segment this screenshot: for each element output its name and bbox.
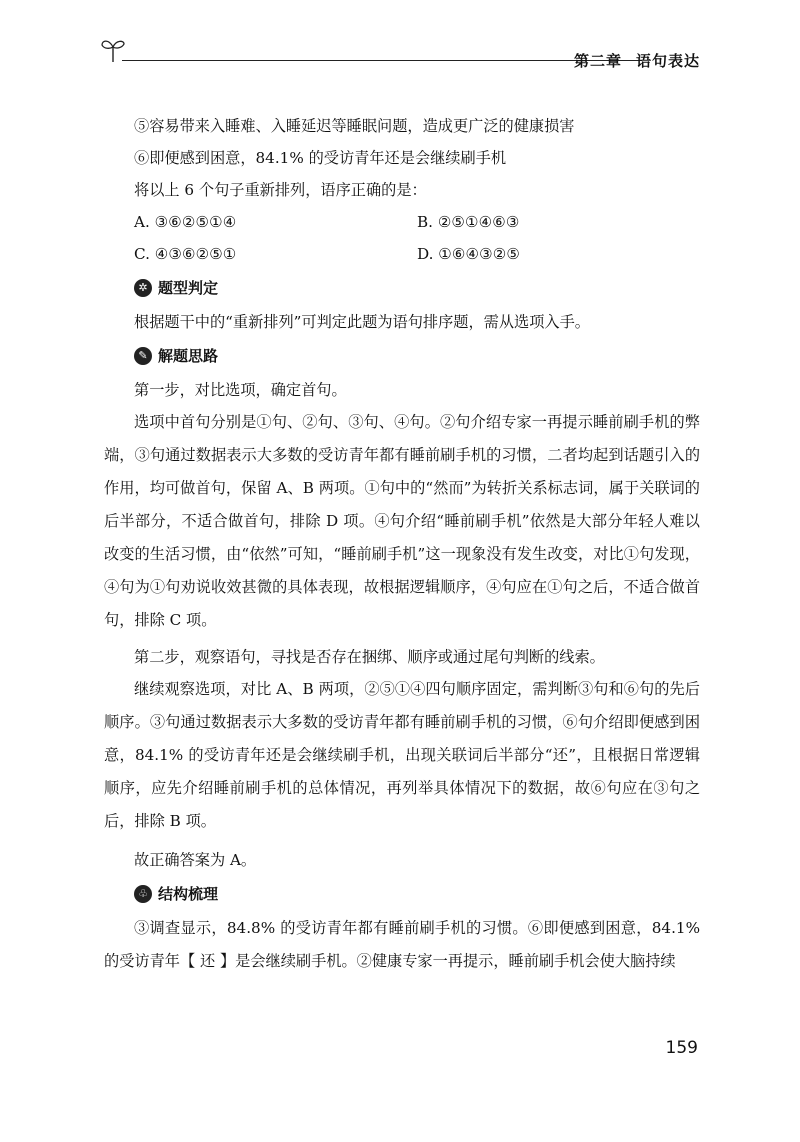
page-number: 159	[665, 1038, 698, 1058]
option-c: C. ④③⑥②⑤①	[134, 245, 237, 263]
paragraph-3: ③调查显示，84.8% 的受访青年都有睡前刷手机的习惯。⑥即便感到困意，84.1% 的受访青年【 还 】是会继续刷手机。②健康专家一再提示，睡前刷手机会使大脑持续	[104, 919, 700, 970]
section-type-title: 题型判定	[158, 279, 219, 297]
running-header	[100, 30, 700, 70]
options-row-1	[104, 206, 700, 238]
pen-icon: ✎	[134, 347, 152, 365]
page-content	[104, 110, 700, 982]
sentence-5: ⑤容易带来入睡难、入睡延迟等睡眠问题，造成更广泛的健康损害	[134, 117, 575, 135]
option-b: B. ②⑤①④⑥③	[417, 213, 520, 231]
gear-icon: ✲	[134, 279, 152, 297]
chapter-title	[560, 50, 700, 71]
tree-icon: ♧	[134, 885, 152, 903]
question-prompt: 将以上 6 个句子重新排列，语序正确的是：	[134, 181, 427, 199]
options-row-2	[104, 238, 700, 270]
answer-line: 故正确答案为 A。	[134, 851, 257, 869]
section-thinking-heading	[104, 338, 700, 374]
section-thinking-title: 解题思路	[158, 347, 219, 365]
chapter-number: 第二章	[573, 52, 622, 70]
step-1: 第一步，对比选项，确定首句。	[134, 381, 347, 399]
paragraph-2: 继续观察选项，对比 A、B 两项，②⑤①④四句顺序固定，需判断③句和⑥句的先后顺序。③句通过数据表示大多数的受访青年都有睡前刷手机的习惯，⑥句介绍即便感到困意，84.1% 的受访青年还是会继续刷手机，出现关联词后半部分“还”，且根据日常逻辑顺序，应先介绍睡前刷手机的总体情况，再列举具体情况下的数据，故⑥句应在③句之后，排除 B 项。	[104, 680, 700, 830]
chapter-name: 语句表达	[635, 52, 700, 70]
section-type-heading	[104, 270, 700, 306]
paragraph-1: 选项中首句分别是①句、②句、③句、④句。②句介绍专家一再提示睡前刷手机的弊端，③句通过数据表示大多数的受访青年都有睡前刷手机的习惯，二者均起到话题引入的作用，均可做首句，保留 A、B 两项。①句中的“然而”为转折关系标志词，属于关联词的后半部分，不适合做首句，排除 D 项。④句介绍“睡前刷手机”依然是大部分年轻人难以改变的生活习惯，由“依然”可知，“睡前刷手机”这一现象没有发生改变，对比①句发现，④句为①句劝说收效甚微的具体表现，故根据逻辑顺序，④句应在①句之后，不适合做首句，排除 C 项。	[104, 413, 700, 629]
sentence-6: ⑥即便感到困意，84.1% 的受访青年还是会继续刷手机	[134, 149, 507, 167]
type-text: 根据题干中的“重新排列”可判定此题为语句排序题，需从选项入手。	[134, 313, 590, 331]
step-2: 第二步，观察语句，寻找是否存在捆绑、顺序或通过尾句判断的线索。	[134, 648, 605, 666]
option-a: A. ③⑥②⑤①④	[134, 213, 237, 231]
option-d: D. ①⑥④③②⑤	[417, 245, 520, 263]
section-structure-title: 结构梳理	[158, 885, 219, 903]
section-structure-heading	[104, 876, 700, 912]
